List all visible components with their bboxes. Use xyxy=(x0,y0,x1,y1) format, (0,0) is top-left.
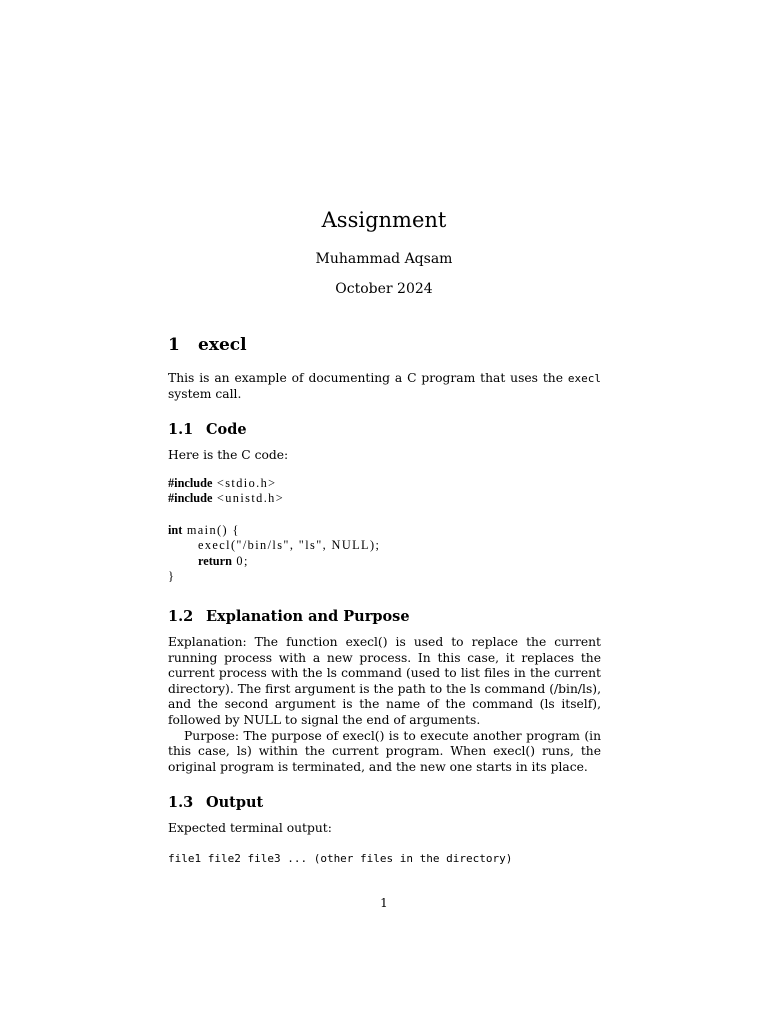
code-keyword: #include xyxy=(168,475,213,490)
section-heading-execl xyxy=(168,333,601,357)
code-keyword: int xyxy=(168,522,183,537)
document-title: Assignment xyxy=(321,208,447,232)
purpose-paragraph: Purpose: The purpose of execl() is to execute another program (in this case, ls) within the current program. When execl() runs, the original program is terminated, and the new one starts in its place. xyxy=(168,728,601,774)
document-author: Muhammad Aqsam xyxy=(315,251,453,267)
code-blank-line xyxy=(168,507,601,523)
subsection-heading-output xyxy=(168,793,601,813)
document-date: October 2024 xyxy=(335,281,433,297)
code-line xyxy=(168,569,601,585)
code-text: <stdio.h> xyxy=(212,475,277,490)
subsection-title: Output xyxy=(206,794,264,812)
subsection-number: 1.1 xyxy=(168,421,194,439)
code-line xyxy=(168,554,601,570)
subsection-number: 1.3 xyxy=(168,794,194,812)
title-block xyxy=(0,205,768,299)
code-text: <unistd.h> xyxy=(212,491,285,506)
explanation-paragraph: Explanation: The function execl() is used to replace the current running process with a new process. In this case, it replaces the current process with the ls command (used to list files in the current directory). The first argument is the path to the ls command (/bin/ls), and the second argument is the name of the command (ls itself), followed by NULL to signal the end of arguments. xyxy=(168,634,601,727)
section-number: 1 xyxy=(168,335,180,355)
page-number: 1 xyxy=(380,896,388,910)
section-intro xyxy=(168,371,601,402)
subsection-number: 1.2 xyxy=(168,607,194,625)
intro-text-start: This is an example of documenting a C program that uses the xyxy=(168,371,568,385)
code-text: main() { xyxy=(182,522,240,537)
intro-text-end: system call. xyxy=(168,386,242,401)
output-lead-text: Expected terminal output: xyxy=(168,821,332,836)
code-text: 0; xyxy=(231,553,249,568)
code-lead-text: Here is the C code: xyxy=(168,448,289,463)
subsection-title: Code xyxy=(206,421,247,439)
code-keyword: #include xyxy=(168,491,213,506)
document-body xyxy=(168,333,601,866)
code-line xyxy=(168,523,601,539)
section-title: execl xyxy=(198,335,247,355)
code-keyword: return xyxy=(198,553,232,568)
code-line xyxy=(168,538,601,554)
subsection-heading-explanation xyxy=(168,607,601,627)
code-text: } xyxy=(168,569,174,584)
code-line xyxy=(168,476,601,492)
inline-code-execl: execl xyxy=(567,372,601,385)
terminal-output: file1 file2 file3 ... (other files in the directory) xyxy=(168,851,513,865)
code-line xyxy=(168,491,601,507)
subsection-heading-code xyxy=(168,420,601,440)
subsection-title: Explanation and Purpose xyxy=(206,607,410,625)
code-text: execl("/bin/ls", "ls", NULL); xyxy=(198,538,381,553)
code-listing xyxy=(168,476,601,585)
